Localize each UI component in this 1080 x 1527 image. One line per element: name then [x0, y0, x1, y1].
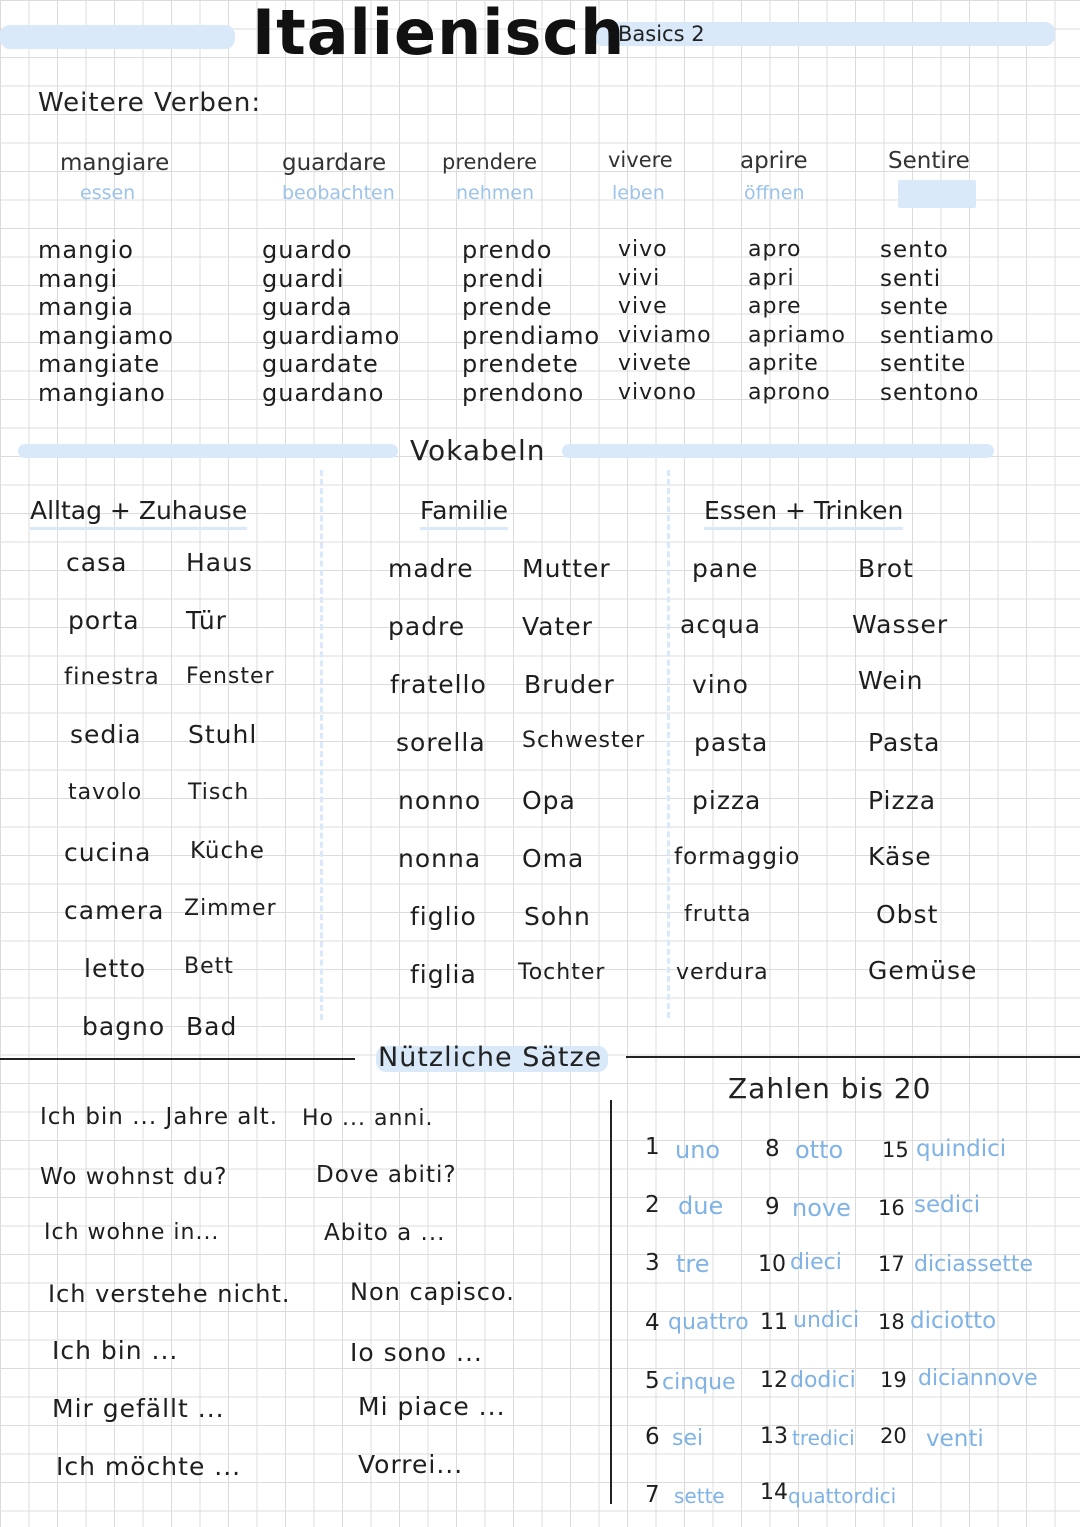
conj-form: vivo [618, 237, 668, 262]
vocab-it: vino [692, 670, 749, 699]
conj-form: aprono [748, 379, 831, 405]
vocab-it: pasta [694, 728, 769, 757]
phrase-it: Ho ... anni. [302, 1106, 434, 1131]
conj-form: apri [748, 265, 795, 291]
vocab-it: figlia [410, 960, 477, 989]
vocab-it: padre [388, 612, 466, 641]
conj-form: guardiamo [262, 321, 401, 350]
verb-conjugation [618, 236, 712, 408]
vocab-it: finestra [64, 664, 160, 690]
verb-translation: essen [80, 182, 136, 204]
number-word: cinque [662, 1370, 736, 1395]
number-digit: 16 [878, 1196, 905, 1220]
translation-blank-highlight [898, 180, 976, 208]
phrase-de: Ich möchte ... [56, 1452, 242, 1481]
conj-form: guardo [262, 236, 353, 264]
vocab-it: madre [388, 554, 474, 583]
verb-translation: nehmen [456, 182, 535, 204]
conj-form: apro [748, 237, 802, 262]
phrase-de: Ich wohne in... [44, 1220, 220, 1245]
column-divider [667, 470, 670, 1018]
divider-line-right [626, 1056, 1080, 1058]
number-word: dieci [790, 1250, 842, 1275]
number-word: tredici [792, 1426, 855, 1450]
vocab-de: Bad [186, 1012, 238, 1041]
vokabeln-highlight-right [562, 444, 994, 458]
vocab-de: Wasser [852, 610, 949, 639]
number-digit: 15 [882, 1138, 909, 1162]
number-word: otto [795, 1136, 844, 1164]
vocab-de: Pasta [868, 728, 941, 757]
conj-form: vivi [618, 265, 661, 291]
conj-form: mangio [38, 236, 134, 264]
verbs-heading: Weitere Verben: [38, 88, 262, 118]
vocab-de: Fenster [186, 664, 275, 689]
conj-form: sentite [880, 351, 967, 378]
number-word: dodici [790, 1368, 856, 1393]
divider-line-left [0, 1058, 355, 1060]
phrase-it: Vorrei... [358, 1450, 464, 1479]
conj-form: prendo [462, 236, 553, 264]
vocab-de: Sohn [524, 902, 591, 931]
number-word: uno [675, 1136, 721, 1164]
conj-form: apre [748, 294, 802, 320]
vocab-it: sedia [70, 720, 142, 749]
conj-form: sentiamo [880, 322, 995, 349]
verb-translation: beobachten [282, 182, 395, 204]
conj-form: mangiamo [38, 321, 174, 350]
conj-form: guardate [262, 350, 379, 379]
verb-conjugation [38, 236, 174, 408]
vocab-it: figlio [410, 902, 477, 931]
vocab-de: Brot [858, 554, 914, 583]
number-word: venti [926, 1426, 984, 1452]
number-digit: 20 [880, 1424, 907, 1448]
vocab-it: camera [64, 896, 165, 925]
vokabeln-highlight-left [18, 444, 398, 458]
vocab-it: pane [692, 554, 759, 583]
number-word: diciassette [914, 1252, 1034, 1277]
vocab-de: Stuhl [188, 720, 258, 749]
verb-translation: öffnen [744, 182, 805, 204]
phrase-it: Abito a ... [324, 1220, 446, 1246]
verb-infinitive: mangiare [60, 150, 170, 176]
conj-form: sento [880, 237, 949, 263]
number-digit: 1 [645, 1134, 660, 1160]
vocab-it: tavolo [68, 780, 143, 805]
vocab-de: Pizza [868, 786, 937, 815]
verb-translation: leben [612, 182, 665, 204]
phrase-de: Mir gefällt ... [52, 1394, 225, 1423]
vocab-de: Obst [876, 900, 939, 929]
vocab-de: Oma [522, 844, 585, 873]
number-word: nove [792, 1194, 851, 1222]
vocab-it: cucina [64, 838, 152, 867]
number-digit: 19 [880, 1368, 907, 1392]
conj-form: sentono [880, 379, 980, 406]
vocab-it: letto [84, 954, 147, 983]
header-highlight-left [0, 25, 235, 49]
verb-conjugation [462, 236, 600, 408]
vocab-de: Mutter [522, 554, 611, 583]
vocab-it: verdura [676, 960, 769, 985]
vocab-de: Tisch [188, 780, 250, 805]
number-word: due [678, 1192, 724, 1220]
number-word: sei [672, 1426, 704, 1451]
number-digit: 4 [645, 1310, 660, 1336]
verb-conjugation [748, 236, 846, 408]
phrase-it: Io sono ... [350, 1338, 483, 1367]
vocab-it: frutta [684, 902, 752, 927]
number-word: diciotto [910, 1308, 997, 1334]
number-digit: 8 [765, 1136, 780, 1162]
vocab-de: Tochter [518, 960, 606, 985]
conj-form: prende [462, 293, 553, 322]
number-word: quattordici [788, 1484, 897, 1508]
vocab-it: casa [66, 548, 128, 577]
conj-form: apriamo [748, 322, 846, 348]
phrase-de: Wo wohnst du? [40, 1164, 228, 1190]
conj-form: vivete [618, 351, 692, 377]
conj-form: vivono [618, 379, 698, 405]
vocab-it: pizza [692, 786, 762, 815]
number-word: tre [676, 1250, 710, 1278]
vocab-de: Vater [522, 612, 593, 641]
vocab-de: Tür [186, 606, 227, 635]
conj-form: vive [618, 294, 668, 320]
vocab-it: porta [68, 606, 140, 635]
number-word: quindici [916, 1136, 1007, 1162]
vocab-it: formaggio [674, 844, 801, 870]
number-digit: 7 [645, 1482, 660, 1508]
number-digit: 6 [645, 1424, 660, 1450]
vocab-de: Bruder [524, 670, 615, 699]
conj-form: prendono [462, 378, 585, 407]
number-digit: 9 [765, 1194, 780, 1220]
conj-form: prendi [462, 264, 545, 293]
vocab-de: Käse [868, 842, 932, 871]
number-digit: 11 [760, 1310, 788, 1335]
number-digit: 5 [645, 1368, 660, 1394]
page-subtitle: Basics 2 [618, 22, 705, 46]
numbers-divider [610, 1100, 612, 1504]
phrase-it: Non capisco. [350, 1278, 515, 1306]
conj-form: sente [880, 294, 949, 321]
verb-conjugation [880, 236, 995, 408]
vocab-de: Haus [186, 548, 253, 577]
column-divider [320, 470, 323, 1020]
conj-form: prendiamo [462, 321, 601, 350]
vocab-it: fratello [390, 670, 487, 699]
conj-form: prendete [462, 350, 579, 379]
verb-infinitive: Sentire [888, 148, 970, 174]
vocab-it: acqua [680, 610, 762, 639]
vocab-it: nonna [398, 844, 482, 873]
number-digit: 14 [760, 1480, 788, 1505]
number-digit: 2 [645, 1192, 660, 1218]
numbers-heading: Zahlen bis 20 [728, 1072, 932, 1105]
number-digit: 10 [758, 1252, 786, 1277]
vocab-de: Gemüse [868, 956, 978, 985]
phrase-it: Mi piace ... [358, 1392, 506, 1421]
vocab-de: Bett [184, 954, 234, 979]
phrase-de: Ich verstehe nicht. [48, 1280, 291, 1308]
conj-form: viviamo [618, 322, 712, 348]
number-digit: 17 [878, 1252, 905, 1276]
verb-infinitive: vivere [608, 148, 673, 172]
number-digit: 3 [645, 1250, 660, 1276]
verb-conjugation [262, 236, 400, 408]
verb-infinitive: guardare [282, 150, 387, 176]
number-word: sedici [914, 1192, 981, 1218]
phrase-de: Ich bin ... [52, 1336, 179, 1365]
conj-form: aprite [748, 351, 819, 377]
number-word: undici [793, 1308, 860, 1333]
category-title: Familie [420, 496, 508, 530]
phrase-it: Dove abiti? [316, 1162, 457, 1188]
number-word: diciannove [918, 1366, 1038, 1391]
vocab-it: nonno [398, 786, 482, 815]
number-digit: 12 [760, 1368, 788, 1393]
conj-form: mangi [38, 264, 119, 293]
conj-form: mangia [38, 293, 134, 322]
category-title: Essen + Trinken [704, 496, 903, 530]
verb-infinitive: prendere [442, 150, 538, 174]
vocab-de: Opa [522, 786, 576, 815]
vocab-de: Schwester [522, 728, 646, 753]
conj-form: guarda [262, 293, 353, 322]
conj-form: mangiate [38, 350, 161, 379]
vocab-de: Zimmer [184, 896, 277, 921]
saetze-heading: Nützliche Sätze [378, 1042, 603, 1073]
number-digit: 13 [760, 1424, 788, 1449]
number-digit: 18 [878, 1310, 905, 1334]
vocab-de: Wein [858, 666, 924, 695]
conj-form: senti [880, 265, 942, 292]
conj-form: guardi [262, 264, 345, 293]
vokabeln-heading: Vokabeln [410, 434, 546, 467]
number-word: sette [674, 1484, 725, 1508]
phrase-de: Ich bin ... Jahre alt. [40, 1104, 279, 1130]
vocab-de: Küche [190, 838, 265, 864]
number-word: quattro [668, 1310, 749, 1335]
vocab-it: sorella [396, 728, 486, 757]
category-title: Alltag + Zuhause [30, 496, 247, 530]
vocab-it: bagno [82, 1012, 166, 1041]
verb-infinitive: aprire [740, 148, 808, 174]
conj-form: mangiano [38, 378, 166, 407]
conj-form: guardano [262, 378, 385, 407]
page-title: Italienisch [252, 0, 626, 69]
